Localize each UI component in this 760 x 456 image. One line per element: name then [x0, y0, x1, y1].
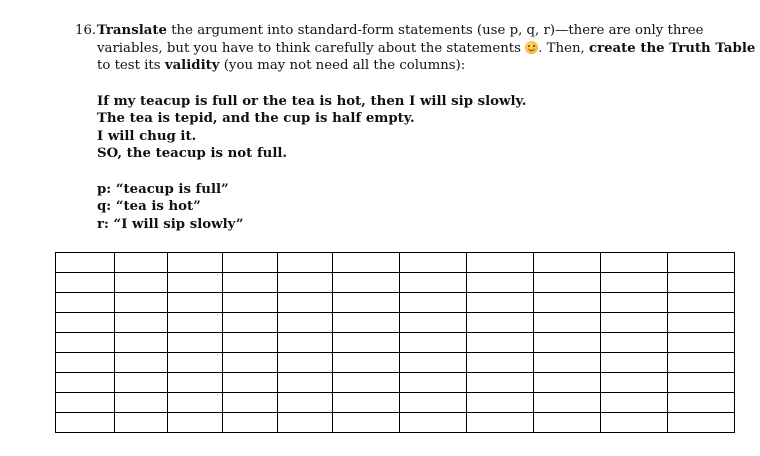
- table-cell[interactable]: [56, 293, 115, 313]
- table-row: [56, 293, 735, 313]
- table-cell[interactable]: [467, 293, 534, 313]
- table-cell[interactable]: [223, 393, 278, 413]
- table-cell[interactable]: [56, 313, 115, 333]
- table-cell[interactable]: [534, 413, 601, 433]
- table-cell[interactable]: [400, 273, 467, 293]
- instruction-line-1: [97, 22, 737, 40]
- table-cell[interactable]: [168, 413, 223, 433]
- table-cell[interactable]: [534, 393, 601, 413]
- table-cell[interactable]: [668, 353, 735, 373]
- table-cell[interactable]: [115, 313, 168, 333]
- table-cell[interactable]: [668, 293, 735, 313]
- table-cell[interactable]: [115, 293, 168, 313]
- question-number: 16.: [75, 23, 97, 38]
- table-cell[interactable]: [115, 333, 168, 353]
- table-cell[interactable]: [333, 273, 400, 293]
- table-cell[interactable]: [601, 273, 668, 293]
- table-cell[interactable]: [400, 293, 467, 313]
- table-cell[interactable]: [56, 353, 115, 373]
- table-cell[interactable]: [333, 353, 400, 373]
- table-row: [56, 353, 735, 373]
- table-cell[interactable]: [223, 353, 278, 373]
- table-cell[interactable]: [223, 333, 278, 353]
- table-cell[interactable]: [668, 253, 735, 273]
- table-cell[interactable]: [467, 393, 534, 413]
- table-cell[interactable]: [56, 413, 115, 433]
- truth-table-keyword: create the Truth Table: [588, 40, 756, 56]
- table-cell[interactable]: [668, 393, 735, 413]
- table-cell[interactable]: [168, 333, 223, 353]
- table-cell[interactable]: [56, 273, 115, 293]
- instruction-text: . Then,: [538, 40, 589, 56]
- table-cell[interactable]: [467, 353, 534, 373]
- table-cell[interactable]: [168, 293, 223, 313]
- table-cell[interactable]: [56, 373, 115, 393]
- table-cell[interactable]: [467, 373, 534, 393]
- table-cell[interactable]: [278, 373, 333, 393]
- table-cell[interactable]: [668, 413, 735, 433]
- table-cell[interactable]: [601, 373, 668, 393]
- table-cell[interactable]: [400, 353, 467, 373]
- table-cell[interactable]: [534, 333, 601, 353]
- table-cell[interactable]: [56, 333, 115, 353]
- table-cell[interactable]: [534, 253, 601, 273]
- premise-1: If my teacup is full or the tea is hot, then I will sip slowly.: [97, 93, 527, 109]
- table-cell[interactable]: [115, 373, 168, 393]
- table-cell[interactable]: [115, 273, 168, 293]
- table-cell[interactable]: [534, 273, 601, 293]
- table-row: [56, 273, 735, 293]
- table-cell[interactable]: [668, 273, 735, 293]
- table-cell[interactable]: [400, 333, 467, 353]
- table-cell[interactable]: [601, 413, 668, 433]
- instruction-text: the argument into standard-form statements (use p, q, r)—there are only three: [166, 23, 704, 38]
- table-cell[interactable]: [601, 353, 668, 373]
- table-cell[interactable]: [400, 413, 467, 433]
- table-cell[interactable]: [333, 373, 400, 393]
- table-cell[interactable]: [168, 313, 223, 333]
- table-cell[interactable]: [168, 353, 223, 373]
- table-cell[interactable]: [400, 393, 467, 413]
- table-cell[interactable]: [223, 373, 278, 393]
- argument-block: [97, 93, 737, 163]
- conclusion: SO, the teacup is not full.: [97, 146, 288, 161]
- table-cell[interactable]: [333, 413, 400, 433]
- table-row: [56, 413, 735, 433]
- table-row: [56, 333, 735, 353]
- premise-2: The tea is tepid, and the cup is half empty.: [97, 111, 415, 126]
- table-cell[interactable]: [534, 293, 601, 313]
- table-row: [56, 373, 735, 393]
- table-cell[interactable]: [223, 293, 278, 313]
- table-cell[interactable]: [467, 253, 534, 273]
- variable-p: p: “teacup is full”: [97, 181, 229, 197]
- table-cell[interactable]: [278, 273, 333, 293]
- table-cell[interactable]: [168, 253, 223, 273]
- table-cell[interactable]: [534, 373, 601, 393]
- table-cell[interactable]: [278, 253, 333, 273]
- table-cell[interactable]: [333, 293, 400, 313]
- table-cell[interactable]: [467, 333, 534, 353]
- table-cell[interactable]: [467, 273, 534, 293]
- table-cell[interactable]: [56, 253, 115, 273]
- instruction-line-3: [97, 57, 737, 75]
- table-row: [56, 313, 735, 333]
- variable-r: r: “I will sip slowly”: [97, 216, 244, 232]
- instruction-text: to test its: [97, 58, 165, 73]
- table-cell[interactable]: [278, 393, 333, 413]
- translate-keyword: Translate: [97, 23, 167, 38]
- table-cell[interactable]: [278, 333, 333, 353]
- question-body: [97, 22, 756, 233]
- table-row: [56, 253, 735, 273]
- table-cell[interactable]: [115, 353, 168, 373]
- table-cell[interactable]: [333, 313, 400, 333]
- table-cell[interactable]: [168, 373, 223, 393]
- instruction-line-2: [97, 40, 756, 58]
- table-cell[interactable]: [400, 373, 467, 393]
- table-cell[interactable]: [467, 413, 534, 433]
- table-cell[interactable]: [668, 333, 735, 353]
- variables-block: [97, 181, 737, 234]
- table-cell[interactable]: [467, 313, 534, 333]
- table-row: [56, 393, 735, 413]
- table-cell[interactable]: [333, 333, 400, 353]
- table-cell[interactable]: [223, 413, 278, 433]
- smiling-face-icon: [525, 41, 538, 54]
- instruction-text: variables, but you have to think carefully about the statements: [97, 40, 526, 56]
- table-cell[interactable]: [601, 333, 668, 353]
- table-cell[interactable]: [333, 253, 400, 273]
- table-cell[interactable]: [534, 313, 601, 333]
- table-cell[interactable]: [601, 253, 668, 273]
- table-cell[interactable]: [534, 353, 601, 373]
- table-cell[interactable]: [56, 393, 115, 413]
- table-cell[interactable]: [333, 393, 400, 413]
- table-cell[interactable]: [668, 373, 735, 393]
- truth-table: [55, 252, 735, 433]
- premise-3: I will chug it.: [97, 128, 197, 144]
- instruction-text: (you may not need all the columns):: [219, 58, 466, 73]
- table-cell[interactable]: [601, 313, 668, 333]
- table-cell[interactable]: [223, 253, 278, 273]
- validity-keyword: validity: [164, 58, 220, 73]
- table-cell[interactable]: [278, 353, 333, 373]
- table-cell[interactable]: [115, 413, 168, 433]
- table-cell[interactable]: [400, 253, 467, 273]
- table-cell[interactable]: [668, 313, 735, 333]
- table-cell[interactable]: [278, 313, 333, 333]
- table-cell[interactable]: [223, 313, 278, 333]
- table-cell[interactable]: [168, 393, 223, 413]
- table-cell[interactable]: [278, 293, 333, 313]
- table-cell[interactable]: [278, 413, 333, 433]
- table-cell[interactable]: [601, 393, 668, 413]
- table-cell[interactable]: [115, 393, 168, 413]
- variable-q: q: “tea is hot”: [97, 199, 201, 214]
- table-cell[interactable]: [601, 293, 668, 313]
- table-cell[interactable]: [168, 273, 223, 293]
- table-cell[interactable]: [400, 313, 467, 333]
- table-cell[interactable]: [223, 273, 278, 293]
- table-cell[interactable]: [115, 253, 168, 273]
